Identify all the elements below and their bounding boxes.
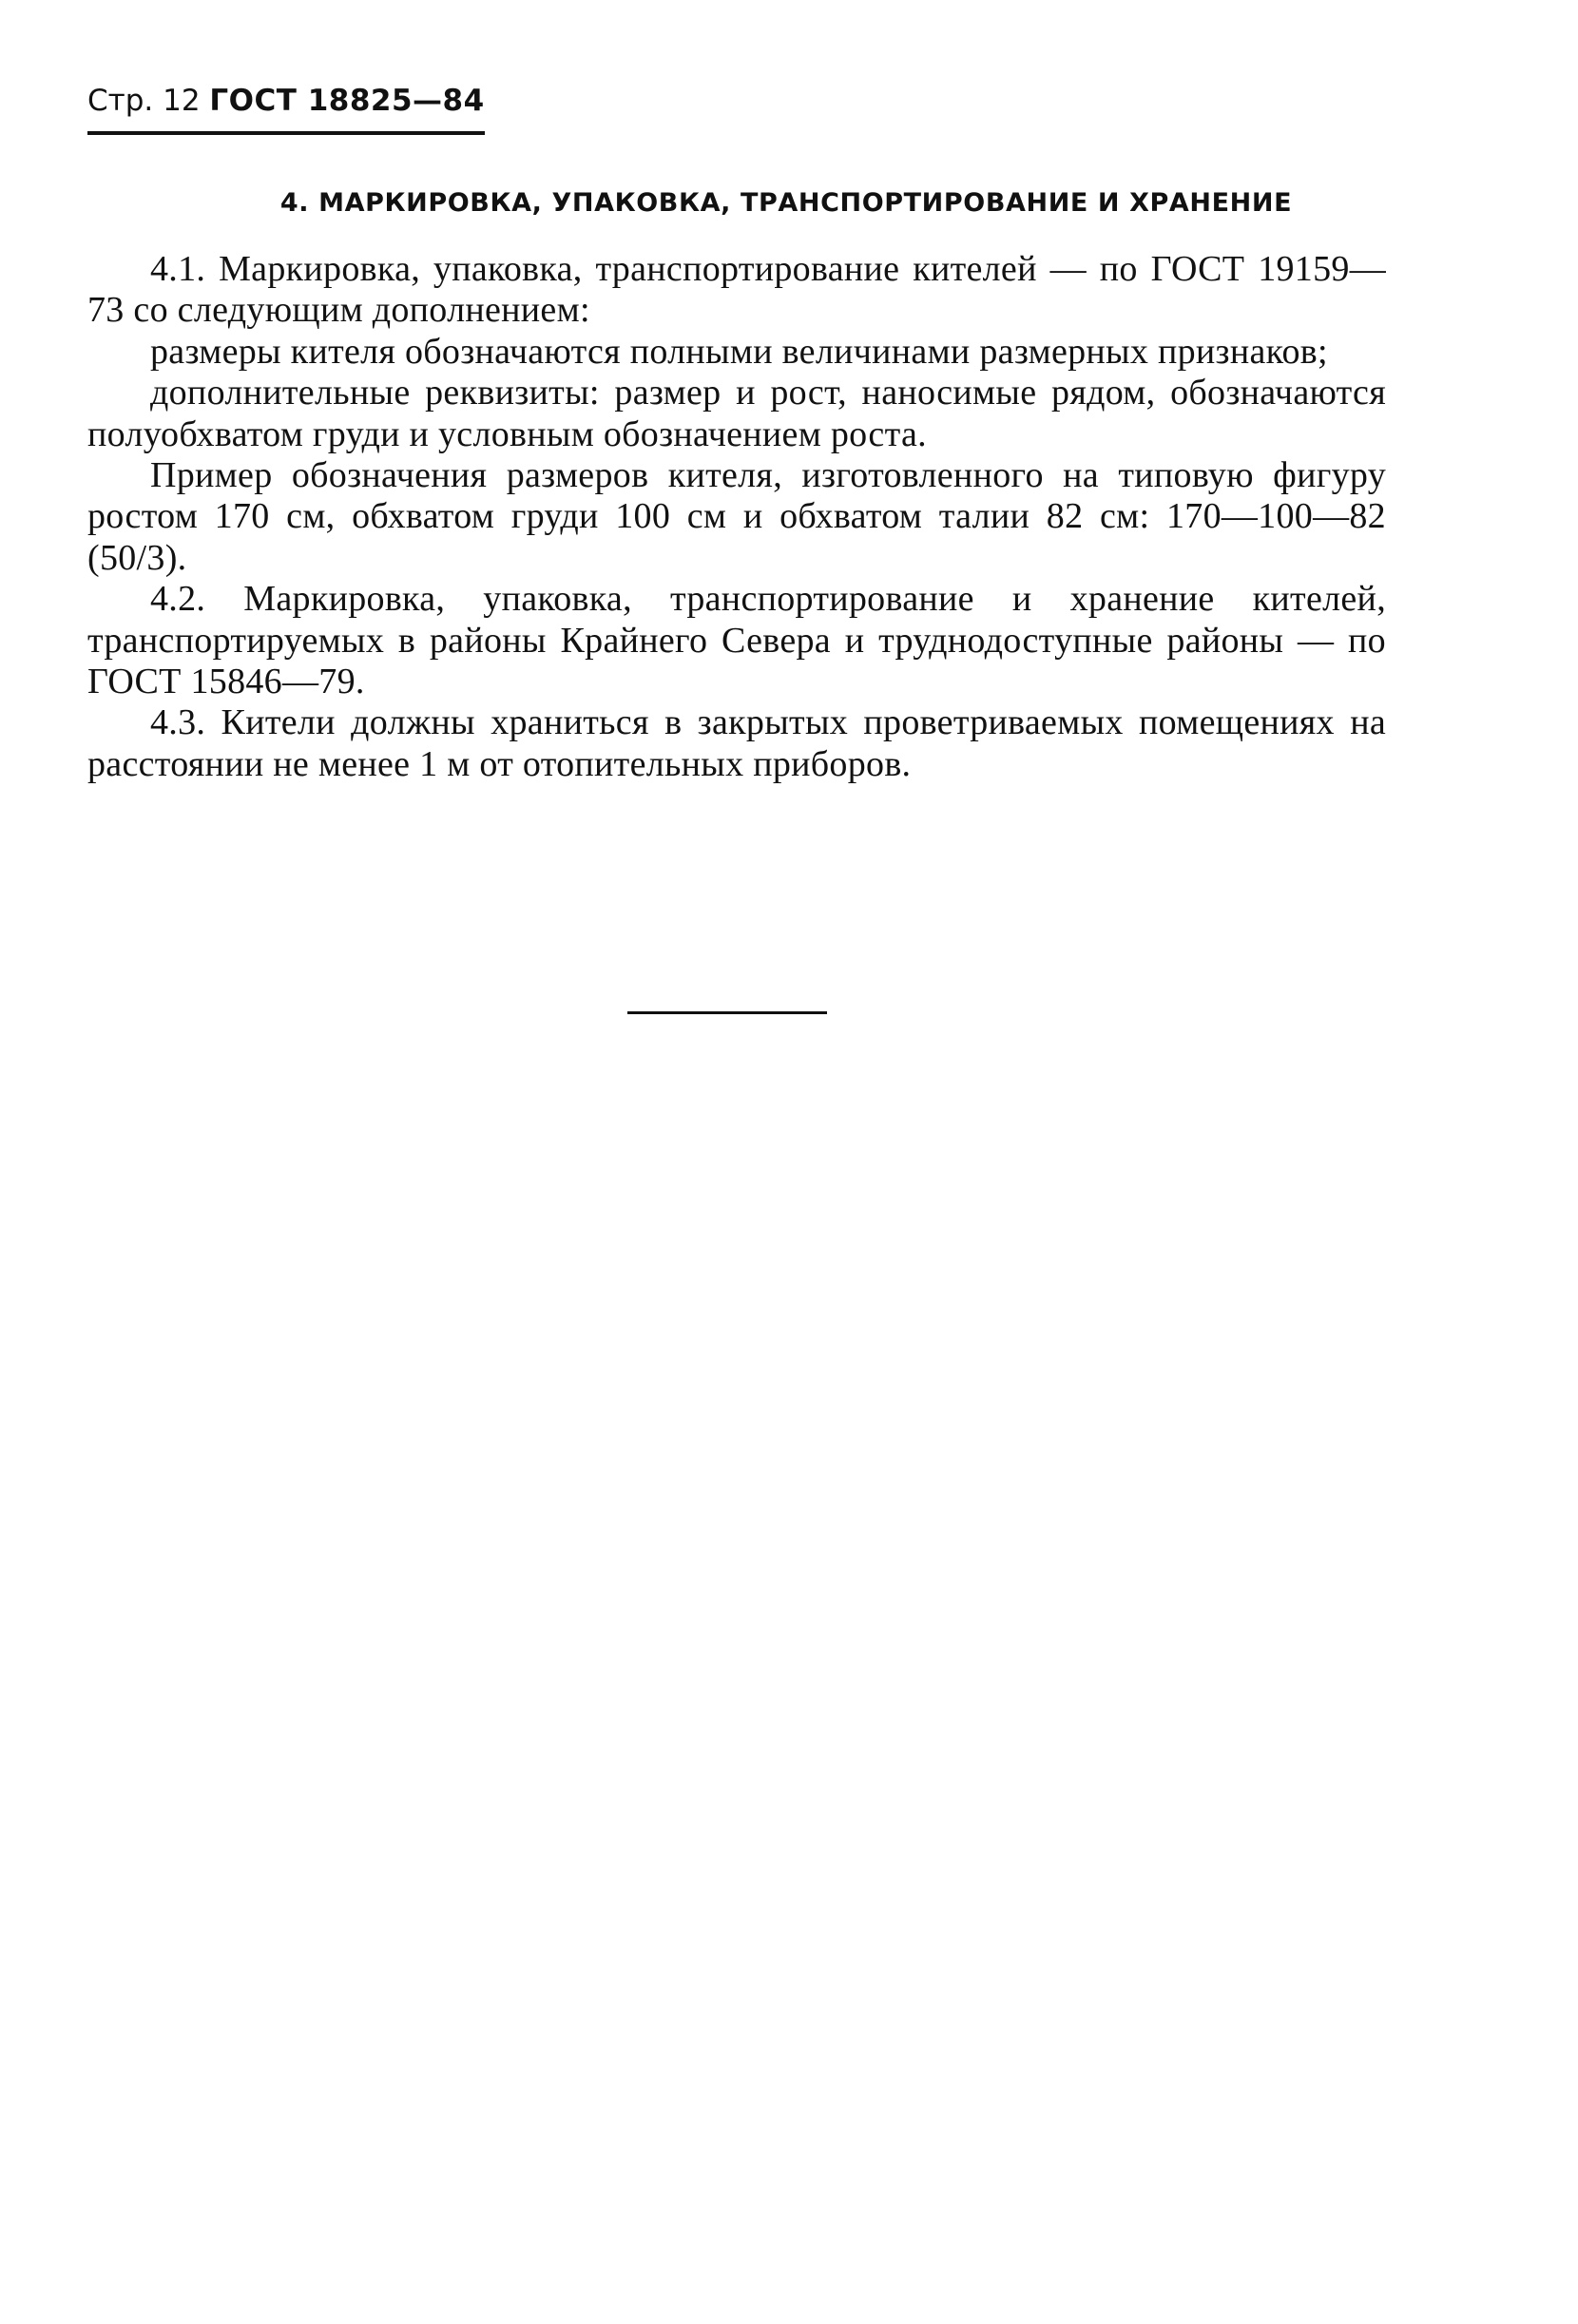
standard-number: ГОСТ 18825—84 — [209, 84, 485, 118]
paragraph-example: Пример обозначения размеров кителя, изготовленного на типовую фигуру ростом 170 см, обхватом груди 100 см и обхватом талии 82 см: 170—100—82 (50/3). — [87, 455, 1386, 578]
page-number: Стр. 12 — [87, 84, 201, 118]
paragraph-requisites: дополнительные реквизиты: размер и рост, наносимые рядом, обозначаются полуобхватом груди и условным обозначением роста. — [87, 373, 1386, 454]
paragraph-4-2: 4.2. Маркировка, упаковка, транспортирование и хранение кителей, транспортируемых в районы Крайнего Севера и труднодоступные районы — по ГОСТ 15846—79. — [87, 579, 1386, 702]
section-title: 4. МАРКИРОВКА, УПАКОВКА, ТРАНСПОРТИРОВАНИЕ И ХРАНЕНИЕ — [279, 188, 1293, 218]
running-head — [87, 82, 487, 120]
end-rule — [627, 1011, 827, 1014]
paragraph-4-3: 4.3. Кители должны храниться в закрытых проветриваемых помещениях на расстоянии не менее 1 м от отопительных приборов. — [87, 702, 1386, 784]
header-rule — [87, 131, 485, 135]
section-body — [87, 249, 1386, 785]
paragraph-sizes: размеры кителя обозначаются полными величинами размерных признаков; — [150, 331, 1328, 372]
paragraph-4-1: 4.1. Маркировка, упаковка, транспортирование кителей — по ГОСТ 19159—73 со следующим дополнением: — [87, 249, 1386, 331]
